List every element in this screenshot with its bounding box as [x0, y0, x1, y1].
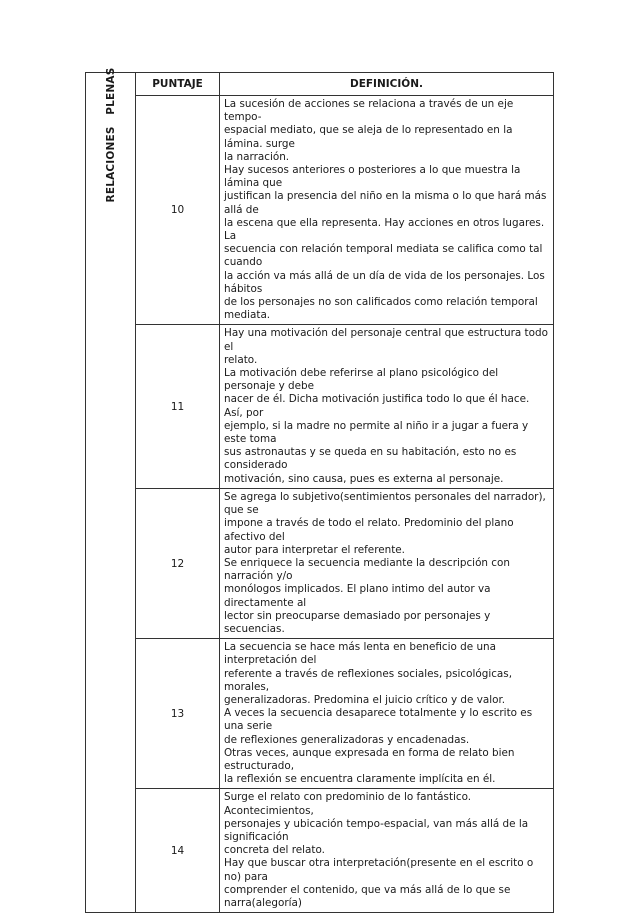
definition-line: La secuencia se hace más lenta en beneficio de una interpretación del	[224, 641, 496, 667]
definition-line: relato.	[224, 353, 258, 366]
definition-line: de los personajes no son calificados como relación temporal mediata.	[224, 296, 538, 322]
definition-line: Otras veces, aunque expresada en forma de relato bien estructurado,	[224, 746, 515, 772]
table-row	[86, 96, 554, 325]
score-cell: 11	[136, 325, 220, 488]
score-cell: 10	[136, 96, 220, 325]
definition-line: la narración.	[224, 150, 290, 163]
definition-cell	[220, 325, 554, 488]
definition-line: La sucesión de acciones se relaciona a través de un eje tempo-	[224, 98, 514, 124]
definition-line: de reflexiones generalizadoras y encadenadas.	[224, 733, 470, 746]
definition-line: Hay una motivación del personaje central que estructura todo el	[224, 327, 548, 353]
scoring-table	[85, 67, 554, 913]
table-row	[86, 789, 554, 913]
definition-line: la acción va más allá de un día de vida de los personajes. Los hábitos	[224, 269, 545, 295]
definition-cell	[220, 639, 554, 789]
definition-line: Se agrega lo subjetivo(sentimientos personales del narrador), que se	[224, 490, 546, 517]
definition-line: concreta del relato.	[224, 844, 325, 857]
definition-line: Hay sucesos anteriores o posteriores a lo que muestra la lámina que	[224, 164, 521, 190]
definition-line: nacer de él. Dicha motivación justifica todo lo que él hace. Así, por	[224, 393, 530, 419]
header-row	[86, 73, 554, 96]
side-label: RELACIONES PLENAS	[105, 67, 117, 203]
definition-line: autor para interpretar el referente.	[224, 543, 405, 556]
definition-cell	[220, 789, 554, 913]
side-label-cell	[86, 67, 136, 913]
definition-line: La motivación debe referirse al plano psicológico del personaje y debe	[224, 367, 499, 393]
header-puntaje: PUNTAJE	[136, 73, 220, 96]
definition-line: ejemplo, si la madre no permite al niño ir a jugar a fuera y este toma	[224, 419, 529, 446]
definition-line: sus astronautas y se queda en su habitación, esto no es considerado	[224, 446, 517, 472]
definition-line: generalizadoras. Predomina el juicio crítico y de valor.	[224, 693, 506, 706]
definition-line: Surge el relato con predominio de lo fantástico. Acontecimientos,	[224, 791, 472, 817]
definition-line: monólogos implicados. El plano intimo del autor va directamente al	[224, 583, 491, 609]
definition-line: impone a través de todo el relato. Predominio del plano afectivo del	[224, 517, 514, 543]
definition-line: Se enriquece la secuencia mediante la descripción con narración y/o	[224, 556, 510, 583]
definition-line: personajes y ubicación tempo-espacial, van más allá de la significación	[224, 817, 529, 843]
definition-line: justifican la presencia del niño en la misma o lo que hará más allá de	[224, 190, 547, 216]
definition-cell	[220, 488, 554, 638]
header-definicion: DEFINICIÓN.	[220, 73, 554, 96]
score-cell: 12	[136, 488, 220, 638]
definition-cell	[220, 96, 554, 325]
table-row	[86, 639, 554, 789]
score-cell: 13	[136, 639, 220, 789]
score-cell: 14	[136, 789, 220, 913]
definition-line: motivación, sino causa, pues es externa al personaje.	[224, 472, 504, 485]
definition-line: comprender el contenido, que va más allá de lo que se narra(alegoría)	[224, 883, 511, 909]
definition-line: A veces la secuencia desaparece totalmente y lo escrito es una serie	[224, 707, 533, 733]
definition-line: referente a través de reflexiones sociales, psicológicas, morales,	[224, 667, 513, 693]
definition-line: secuencia con relación temporal mediata se califica como tal cuando	[224, 243, 543, 269]
definition-line: lector sin preocuparse demasiado por personajes y secuencias.	[224, 609, 491, 635]
table-row	[86, 325, 554, 488]
table-row	[86, 488, 554, 638]
definition-line: Hay que buscar otra interpretación(presente en el escrito o no) para	[224, 857, 534, 883]
definition-line: espacial mediato, que se aleja de lo representado en la lámina. surge	[224, 124, 513, 150]
definition-line: la reflexión se encuentra claramente implícita en él.	[224, 773, 496, 786]
definition-line: la escena que ella representa. Hay acciones en otros lugares. La	[224, 216, 545, 243]
